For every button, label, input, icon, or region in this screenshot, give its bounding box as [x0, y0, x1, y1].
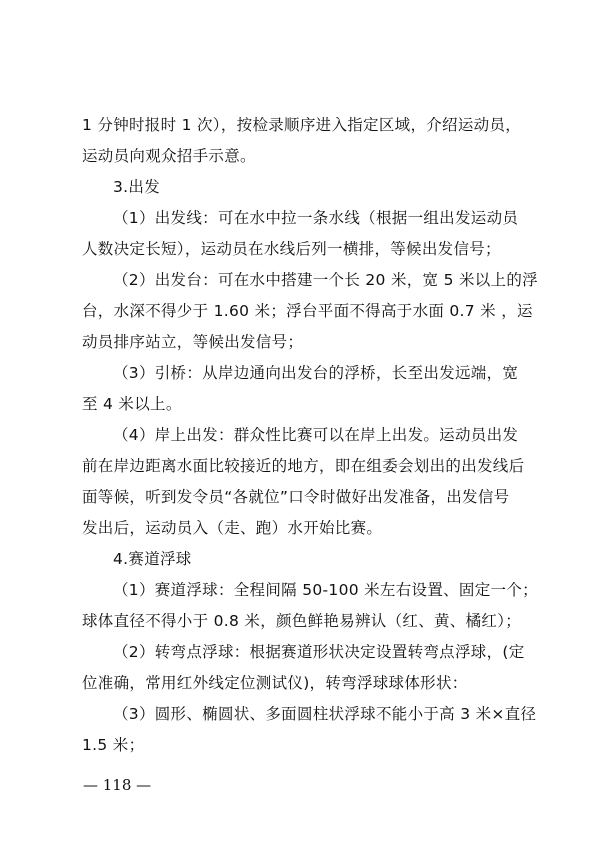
text-line-bridge-2: 至 4 米以上。	[82, 395, 182, 413]
text-line-shore-3: 面等候，听到发令员“各就位”口令时做好出发准备，出发信号	[82, 488, 510, 506]
text-line-buoys-2: 球体直径不得小于 0.8 米，颜色鲜艳易辨认（红、黄、橘红）；	[82, 612, 522, 630]
text-line-platform-3: 动员排序站立，等候出发信号；	[82, 333, 304, 351]
section-heading-buoys: 4.赛道浮球	[113, 550, 192, 568]
text-line-1: 1 分钟时报时 1 次），按检录顺序进入指定区域，介绍运动员，	[82, 116, 522, 134]
text-line-platform-2: 台，水深不得少于 1.60 米；浮台平面不得高于水面 0.7 米 ，运	[82, 302, 533, 320]
text-line-shape-1: （3）圆形、椭圆状、多面圆柱状浮球不能小于高 3 米×直径	[113, 705, 537, 723]
page-number: — 118 —	[83, 776, 152, 794]
text-line-shore-4: 发出后，运动员入（走、跑）水开始比赛。	[82, 519, 383, 537]
text-line-turn-2: 位准确，常用红外线定位测试仪)，转弯浮球球体形状：	[82, 674, 468, 692]
text-line-bridge-1: （3）引桥：从岸边通向出发台的浮桥，长至出发远端，宽	[113, 364, 519, 382]
text-line-shore-2: 前在岸边距离水面比较接近的地方，即在组委会划出的出发线后	[82, 457, 525, 475]
text-line-shape-2: 1.5 米；	[82, 736, 145, 754]
section-heading-start: 3.出发	[113, 178, 160, 196]
text-line-2: 运动员向观众招手示意。	[82, 147, 256, 165]
text-line-shore-1: （4）岸上出发：群众性比赛可以在岸上出发。运动员出发	[113, 426, 519, 444]
text-line-buoys-1: （1）赛道浮球：全程间隔 50-100 米左右设置、固定一个；	[113, 581, 538, 599]
text-line-platform-1: （2）出发台：可在水中搭建一个长 20 米，宽 5 米以上的浮	[113, 271, 538, 289]
text-line-turn-1: （2）转弯点浮球：根据赛道形状决定设置转弯点浮球，(定	[113, 643, 525, 661]
text-line-start-line-1: （1）出发线：可在水中拉一条水线（根据一组出发运动员	[113, 209, 519, 227]
text-line-start-line-2: 人数决定长短），运动员在水线后列一横排，等候出发信号；	[82, 240, 501, 258]
